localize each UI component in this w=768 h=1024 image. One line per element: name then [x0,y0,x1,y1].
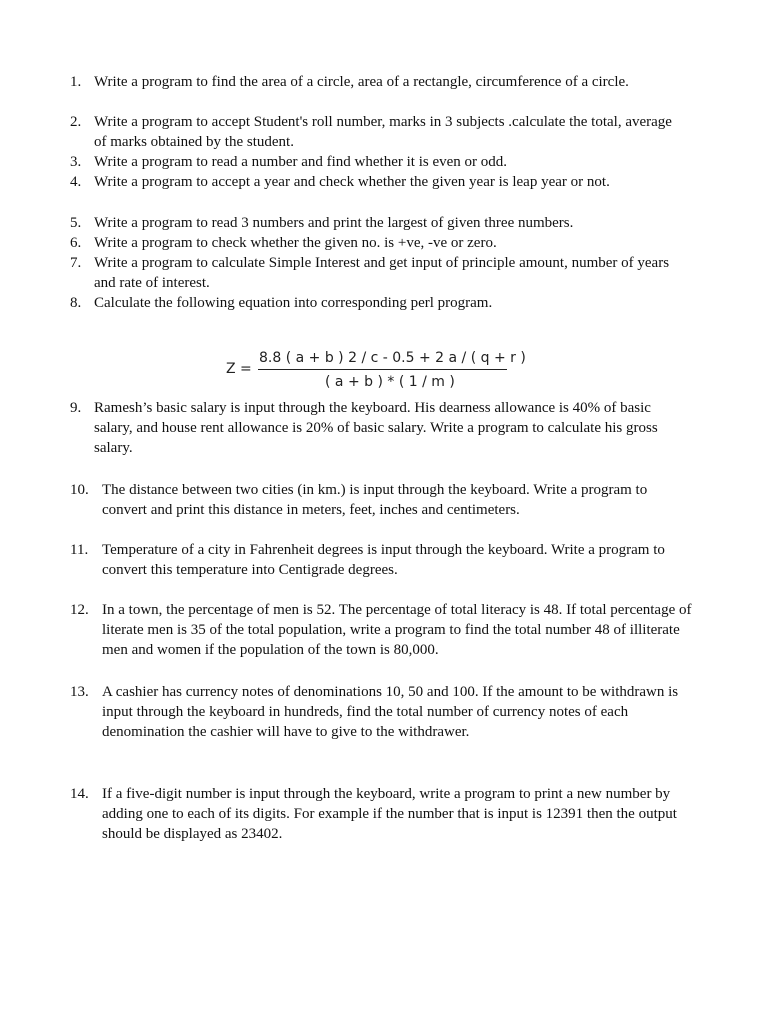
item-text: Write a program to find the area of a circle, area of a rectangle, circumference of a circle. [94,74,629,90]
item-text: If a five-digit number is input through the keyboard, write a program to print a new number by adding one to each of its digits. For example if the number that is input is 12391 then the output should be displayed as 23402. [102,786,677,842]
item-number: 6. [70,235,82,251]
item-number: 11. [70,542,89,558]
item-text: A cashier has currency notes of denominations 10, 50 and 100. If the amount to be withdrawn is input through the keyboard in hundreds, find the total number of currency notes of each denomination the cashier will have to give to the withdrawer. [102,684,679,740]
equation-numerator: 8.8 ( a + b ) 2 / c - 0.5 + 2 a / ( q + r ) [259,350,526,366]
item-text: In a town, the percentage of men is 52. The percentage of total literacy is 48. If total percentage of literate men is 35 of the total population, write a program to find the total number 48 of illiterate men and women if the population of the town is 80,000. [102,602,692,658]
fraction-bar [258,369,507,370]
item-number: 9. [70,400,82,416]
item-number: 8. [70,295,82,311]
item-number: 14. [70,786,89,802]
item-text: Write a program to accept a year and check whether the given year is leap year or not. [94,174,610,190]
item-text: Ramesh’s basic salary is input through the keyboard. His dearness allowance is 40% of basic salary, and house rent allowance is 20% of basic salary. Write a program to calculate his gross salary. [94,400,658,456]
item-number: 10. [70,482,89,498]
item-text: Write a program to accept Student's roll number, marks in 3 subjects .calculate the total, average of marks obtained by the student. [94,114,672,150]
item-text: Write a program to calculate Simple Interest and get input of principle amount, number of years and rate of interest. [94,255,670,291]
equation [226,347,526,395]
item-text: Temperature of a city in Fahrenheit degrees is input through the keyboard. Write a program to convert this temperature into Centigrade degrees. [102,542,665,578]
item-text: Calculate the following equation into corresponding perl program. [94,295,493,311]
item-number: 4. [70,174,82,190]
equation-denominator: ( a + b ) * ( 1 / m ) [325,374,455,390]
item-text: Write a program to read 3 numbers and print the largest of given three numbers. [94,215,574,231]
item-text: Write a program to check whether the given no. is +ve, -ve or zero. [94,235,497,251]
item-text: Write a program to read a number and find whether it is even or odd. [94,154,508,170]
item-number: 2. [70,114,82,130]
item-number: 3. [70,154,82,170]
item-number: 13. [70,684,89,700]
item-number: 5. [70,215,82,231]
item-number: 7. [70,255,82,271]
item-number: 12. [70,602,89,618]
item-number: 1. [70,74,82,90]
equation-lhs: Z = [226,361,252,377]
item-text: The distance between two cities (in km.) is input through the keyboard. Write a program to convert and print this distance in meters, feet, inches and centimeters. [102,482,648,518]
